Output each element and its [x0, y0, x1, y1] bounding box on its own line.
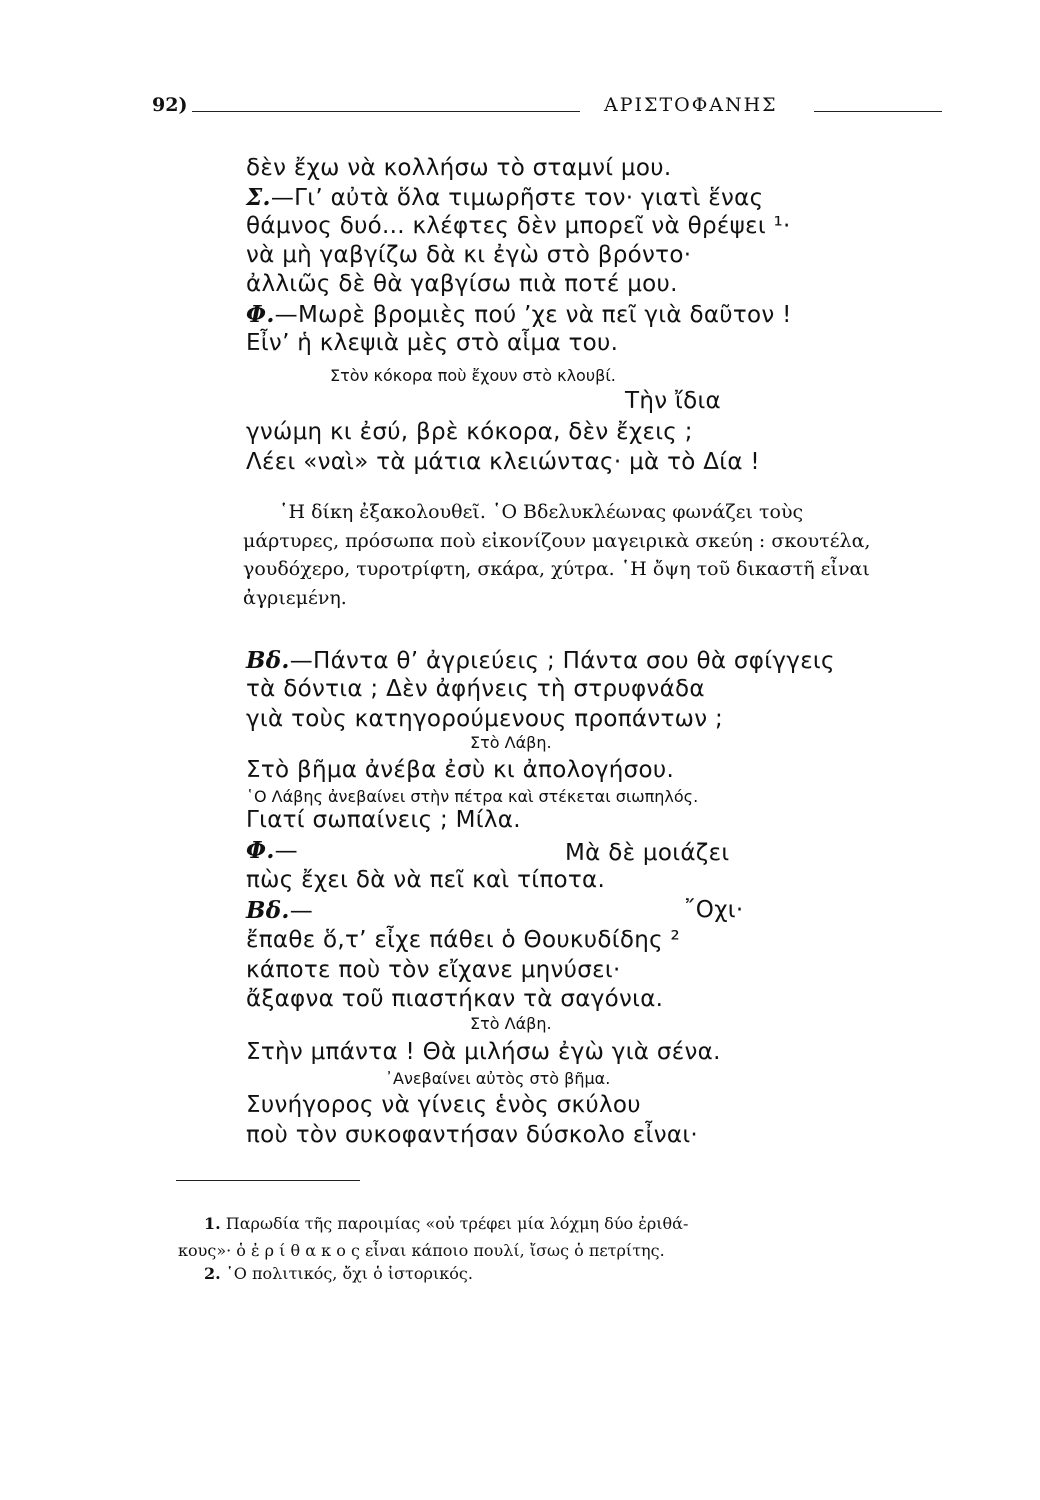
footnote-continuation: κους»· ὁ ἐ ρ ί θ α κ ο ς εἶναι κάποιο πουλί, ἴσως ὁ πετρίτης.: [178, 1241, 665, 1260]
verse-text: —Γι’ αὐτὰ ὅλα τιμωρῆστε τον· γιατὶ ἕνας: [270, 185, 764, 211]
footnote-text: Παρωδία τῆς παροιμίας «οὐ τρέφει μία λόχμη δύο ἐριθά-: [225, 1214, 689, 1233]
verse-line: γνώμη κι ἐσύ, βρὲ κόκορα, δὲν ἔχεις ;: [246, 419, 693, 445]
verse-line: ἀλλιῶς δὲ θὰ γαβγίσω πιὰ ποτέ μου.: [246, 271, 678, 297]
verse-line: ῎Οχι·: [684, 897, 744, 923]
footnote-number: 2.: [204, 1264, 221, 1283]
verse-line: [246, 301, 792, 328]
page-number: 92): [152, 94, 188, 116]
prose-line: ῾Η δίκη ἐξακολουθεῖ. ῾Ο Βδελυκλέωνας φωνάζει τοὺς: [279, 501, 804, 523]
verse-line: Συνήγορος νὰ γίνεις ἑνὸς σκύλου: [246, 1092, 641, 1118]
prose-line: ἀγριεμένη.: [243, 586, 347, 609]
footnote-number: 1.: [204, 1214, 221, 1233]
verse-line: [246, 897, 313, 924]
header-rule-left: [192, 111, 580, 112]
verse-line: δὲν ἔχω νὰ κολλήσω τὸ σταμνί μου.: [246, 155, 672, 181]
verse-line: [246, 184, 763, 211]
speaker-label: Φ.: [246, 837, 275, 864]
stage-direction: Στὸ Λάβη.: [470, 1014, 552, 1033]
verse-line: Στὸ βῆμα ἀνέβα ἐσὺ κι ἀπολογήσου.: [246, 757, 675, 783]
footnote: [204, 1214, 688, 1233]
stage-direction: Στὸν κόκορα ποὺ ἔχουν στὸ κλουβί.: [330, 366, 616, 385]
speaker-label: Βδ.: [246, 897, 290, 924]
stage-direction: ᾿Ανεβαίνει αὐτὸς στὸ βῆμα.: [385, 1069, 611, 1088]
speaker-label: Σ.: [246, 184, 271, 211]
verse-text: —Πάντα θ’ ἀγριεύεις ; Πάντα σου θὰ σφίγγεις: [289, 648, 835, 674]
verse-text: —: [289, 898, 314, 924]
verse-line: γιὰ τοὺς κατηγορούμενους προπάντων ;: [246, 706, 723, 732]
running-title: ΑΡΙΣΤΟΦΑΝΗΣ: [604, 94, 778, 116]
stage-direction: ῾Ο Λάβης ἀνεβαίνει στὴν πέτρα καὶ στέκεται σιωπηλός.: [246, 787, 699, 806]
verse-line: [246, 837, 298, 864]
header-rule-right: [814, 111, 942, 112]
prose-line: γουδόχερο, τυροτρίφτη, σκάρα, χύτρα. ῾Η ὄψη τοῦ δικαστῆ εἶναι: [243, 558, 870, 580]
verse-line: Εἶν’ ἡ κλεψιὰ μὲς στὸ αἷμα του.: [246, 330, 619, 356]
prose-line: μάρτυρες, πρόσωπα ποὺ εἰκονίζουν μαγειρικὰ σκεύη : σκουτέλα,: [243, 529, 871, 552]
verse-line: Τὴν ἴδια: [625, 388, 721, 414]
running-header: [152, 94, 942, 118]
verse-line: Λέει «ναὶ» τὰ μάτια κλειώντας· μὰ τὸ Δία !: [246, 449, 760, 475]
verse-text: —Μωρὲ βρομιὲς πού ’χε νὰ πεῖ γιὰ δαῦτον !: [274, 302, 792, 328]
footnote-rule: [176, 1180, 360, 1181]
verse-line: κάποτε ποὺ τὸν εἴχανε μηνύσει·: [246, 957, 621, 983]
verse-line: Μὰ δὲ μοιάζει: [565, 840, 730, 866]
stage-direction: Στὸ Λάβη.: [470, 733, 552, 752]
verse-line: ἔπαθε ὅ,τ’ εἶχε πάθει ὁ Θουκυδίδης ²: [246, 927, 681, 953]
speaker-label: Φ.: [246, 301, 275, 328]
footnote: [204, 1264, 473, 1283]
verse-line: Στὴν μπάντα ! Θὰ μιλήσω ἐγὼ γιὰ σένα.: [246, 1039, 721, 1065]
speaker-label: Βδ.: [246, 647, 290, 674]
verse-line: νὰ μὴ γαβγίζω δὰ κι ἐγὼ στὸ βρόντο·: [246, 242, 692, 268]
verse-line: ποὺ τὸν συκοφαντήσαν δύσκολο εἶναι·: [246, 1122, 699, 1148]
verse-line: πὼς ἔχει δὰ νὰ πεῖ καὶ τίποτα.: [246, 867, 606, 893]
prose-paragraph: [243, 498, 943, 612]
verse-line: ἄξαφνα τοῦ πιαστήκαν τὰ σαγόνια.: [246, 986, 664, 1012]
verse-line: θάμνος δυό... κλέφτες δὲν μπορεῖ νὰ θρέψει ¹·: [246, 213, 791, 239]
verse-line: τὰ δόντια ; Δὲν ἀφήνεις τὴ στρυφνάδα: [246, 676, 705, 702]
verse-text: —: [274, 838, 298, 864]
verse-line: Γιατί σωπαίνεις ; Μίλα.: [246, 807, 521, 833]
verse-line: [246, 647, 835, 674]
footnote-text: ῾Ο πολιτικός, ὄχι ὁ ἱστορικός.: [225, 1264, 473, 1283]
